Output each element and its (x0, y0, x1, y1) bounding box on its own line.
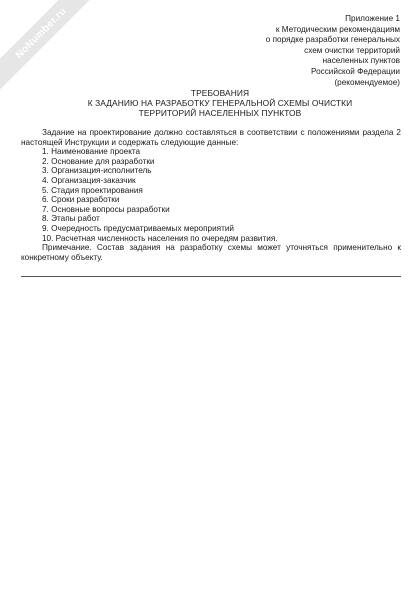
appendix-line: Российской Федерации (310, 66, 400, 76)
list-item: 5. Стадия проектирования (42, 185, 143, 195)
list-item: 3. Организация-исполнитель (42, 166, 152, 176)
heading-line: К ЗАДАНИЮ НА РАЗРАБОТКУ ГЕНЕРАЛЬНОЙ СХЕМЫ ОЧИСТКИ (87, 98, 353, 109)
appendix-line: (рекомендуемое) (334, 77, 400, 87)
list-item: 6. Сроки разработки (42, 195, 120, 205)
appendix-line: Приложение 1 (345, 14, 400, 23)
note-paragraph: Примечание. Состав задания на разработку схемы может уточняться применительно к конкретному объекту. (21, 243, 401, 262)
requirements-list (21, 147, 401, 243)
document-heading (20, 88, 420, 119)
watermark-ribbon (0, 0, 102, 94)
list-item: 4. Организация-заказчик (42, 175, 136, 185)
appendix-line: схем очистки территорий (304, 45, 400, 55)
watermark-text: NoNumber.ru (13, 5, 69, 61)
intro-paragraph: Задание на проектирование должно составляться в соответствии с положениями раздела 2 настоящей Инструкции и содержать следующие данные: (21, 128, 401, 147)
list-item: 10. Расчетная численность населения по очередям развития. (42, 233, 278, 243)
list-item: 7. Основные вопросы разработки (42, 204, 170, 214)
list-item: 2. Основание для разработки (42, 156, 155, 166)
list-item: 8. Этапы работ (42, 214, 100, 224)
heading-line: ТРЕБОВАНИЯ (190, 88, 250, 98)
appendix-line: к Методическим рекомендациям (275, 24, 400, 34)
horizontal-rule (21, 276, 401, 277)
appendix-line: населенных пунктов (322, 56, 400, 66)
list-item: 9. Очередность предусматриваемых мероприятий (42, 223, 234, 233)
list-item: 1. Наименование проекта (42, 147, 141, 157)
heading-line: ТЕРРИТОРИЙ НАСЕЛЕННЫХ ПУНКТОВ (138, 108, 302, 119)
document-body (21, 128, 401, 262)
appendix-line: о порядке разработки генеральных (265, 35, 400, 45)
appendix-block (200, 14, 400, 88)
